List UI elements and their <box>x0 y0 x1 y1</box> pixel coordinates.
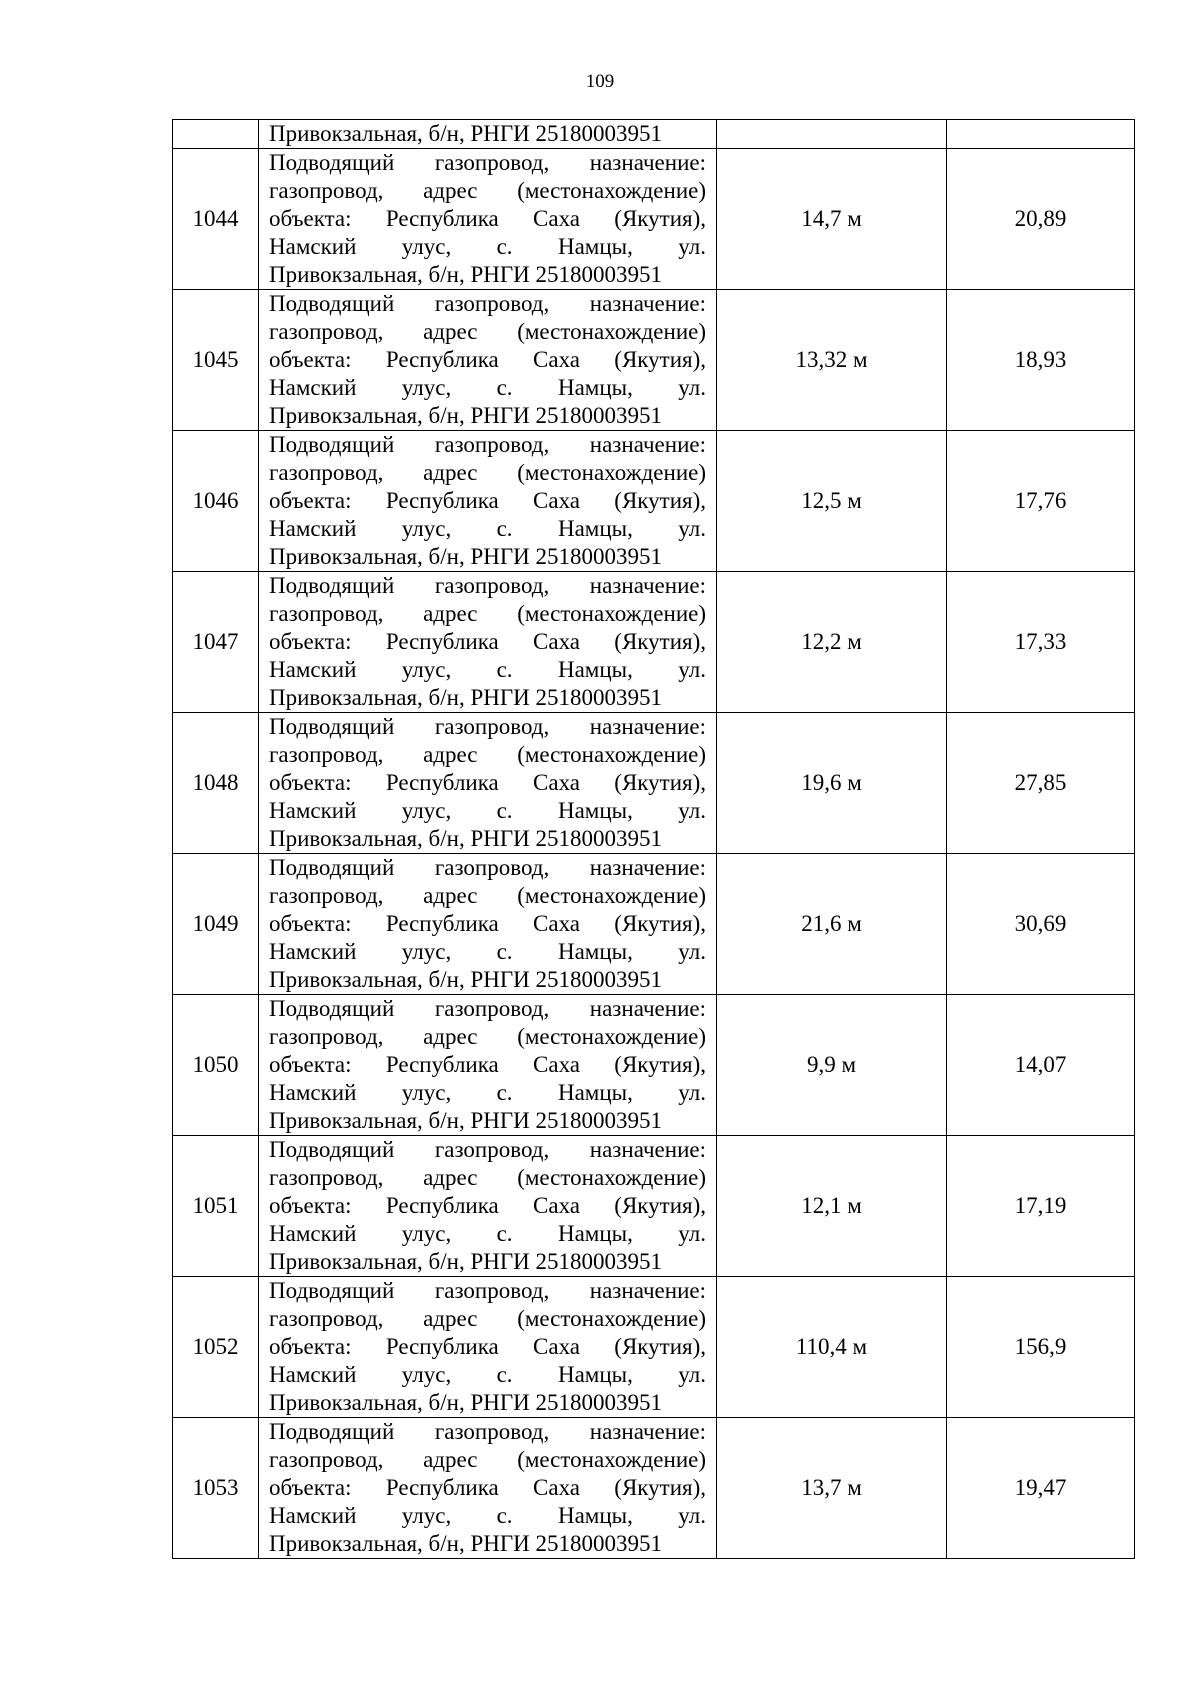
description-word: (местонахождение) <box>517 1447 706 1472</box>
description-line <box>269 882 706 910</box>
description-line <box>269 346 706 374</box>
cell-description <box>259 713 717 854</box>
description-line <box>269 797 706 825</box>
description-word: Привокзальная, б/н, РНГИ 25180003951 <box>269 685 663 710</box>
description-word: с. <box>496 939 513 964</box>
description-word: адрес <box>423 1165 478 1190</box>
description-word: адрес <box>423 601 478 626</box>
cell-description <box>259 854 717 995</box>
description-word: адрес <box>423 1306 478 1331</box>
cell-description <box>259 572 717 713</box>
description-line <box>269 1474 706 1502</box>
table-row <box>173 149 1135 290</box>
description-line <box>269 177 706 205</box>
description-word: Подводящий <box>269 573 395 598</box>
description-line <box>269 1164 706 1192</box>
description-word: объекта: <box>269 1334 352 1359</box>
description-word: газопровод, <box>269 742 384 767</box>
description-word: объекта: <box>269 629 352 654</box>
description-word: Привокзальная, б/н, РНГИ 25180003951 <box>269 1531 663 1556</box>
description-word: объекта: <box>269 1193 352 1218</box>
description-word: (местонахождение) <box>517 742 706 767</box>
description-word: Подводящий <box>269 855 395 880</box>
description-word: Саха <box>533 488 581 513</box>
cell-length: 21,6 м <box>717 854 947 995</box>
description-word: объекта: <box>269 770 352 795</box>
description-line <box>269 431 706 459</box>
cell-value: 14,07 <box>947 995 1135 1136</box>
description-word: с. <box>496 234 513 259</box>
description-word: газопровод, <box>434 1419 550 1444</box>
description-word: Намский <box>269 939 357 964</box>
cell-number <box>173 120 259 149</box>
description-word: ул. <box>678 1221 706 1246</box>
description-line <box>269 205 706 233</box>
description-word: Республика <box>385 1052 499 1077</box>
description-word: газопровод, <box>269 1306 384 1331</box>
description-line <box>269 684 706 712</box>
cell-value: 30,69 <box>947 854 1135 995</box>
description-word: Намский <box>269 1080 357 1105</box>
cell-description <box>259 431 717 572</box>
cell-value <box>947 120 1135 149</box>
description-line <box>269 149 706 177</box>
description-word: газопровод, <box>269 883 384 908</box>
description-line <box>269 966 706 994</box>
table-row <box>173 1136 1135 1277</box>
description-word: (местонахождение) <box>517 883 706 908</box>
description-word: газопровод, <box>269 178 384 203</box>
description-line <box>269 1192 706 1220</box>
cell-number: 1047 <box>173 572 259 713</box>
description-word: адрес <box>423 742 478 767</box>
cell-description <box>259 290 717 431</box>
registry-table <box>172 119 1135 1559</box>
cell-value: 19,47 <box>947 1418 1135 1559</box>
description-word: с. <box>496 798 513 823</box>
description-word: Республика <box>385 629 499 654</box>
description-word: Республика <box>385 1334 499 1359</box>
table-row <box>173 572 1135 713</box>
cell-number: 1050 <box>173 995 259 1136</box>
cell-description <box>259 995 717 1136</box>
description-line <box>269 1051 706 1079</box>
description-word: улус, <box>401 1362 452 1387</box>
description-line <box>269 938 706 966</box>
description-word: Подводящий <box>269 150 395 175</box>
description-word: газопровод, <box>434 150 550 175</box>
description-word: ул. <box>678 1503 706 1528</box>
description-word: Привокзальная, б/н, РНГИ 25180003951 <box>269 1108 663 1133</box>
description-word: газопровод, <box>269 1024 384 1049</box>
description-word: (Якутия), <box>614 1193 706 1218</box>
description-line <box>269 402 706 430</box>
description-word: Саха <box>533 770 581 795</box>
description-word: улус, <box>401 516 452 541</box>
cell-number: 1051 <box>173 1136 259 1277</box>
cell-value: 18,93 <box>947 290 1135 431</box>
description-word: газопровод, <box>434 573 550 598</box>
description-word: адрес <box>423 883 478 908</box>
description-word: (Якутия), <box>614 206 706 231</box>
description-word: Республика <box>385 1193 499 1218</box>
description-word: с. <box>496 375 513 400</box>
description-word: Намский <box>269 234 357 259</box>
description-word: назначение: <box>589 432 706 457</box>
description-word: Республика <box>385 488 499 513</box>
description-line <box>269 600 706 628</box>
description-word: Привокзальная, б/н, РНГИ 25180003951 <box>269 967 663 992</box>
description-word: Привокзальная, б/н, РНГИ 25180003951 <box>269 262 663 287</box>
table-row <box>173 713 1135 854</box>
description-word: (Якутия), <box>614 1475 706 1500</box>
description-word: улус, <box>401 1221 452 1246</box>
description-word: ул. <box>678 234 706 259</box>
description-line <box>269 1361 706 1389</box>
description-word: Привокзальная, б/н, РНГИ 25180003951 <box>269 826 663 851</box>
description-word: назначение: <box>589 291 706 316</box>
page-number: 109 <box>585 71 615 92</box>
cell-length: 13,32 м <box>717 290 947 431</box>
description-word: Привокзальная, б/н, РНГИ 25180003951 <box>269 1249 663 1274</box>
description-line <box>269 1220 706 1248</box>
cell-length: 12,1 м <box>717 1136 947 1277</box>
description-line <box>269 1418 706 1446</box>
description-word: Намцы, <box>557 516 633 541</box>
description-word: Саха <box>533 629 581 654</box>
description-line <box>269 656 706 684</box>
description-word: Намцы, <box>557 657 633 682</box>
description-line <box>269 487 706 515</box>
description-word: Республика <box>385 347 499 372</box>
description-word: назначение: <box>589 855 706 880</box>
description-line <box>269 261 706 289</box>
description-word: с. <box>496 1503 513 1528</box>
description-word: Намцы, <box>557 1080 633 1105</box>
description-word: Саха <box>533 206 581 231</box>
description-word: Подводящий <box>269 996 395 1021</box>
cell-length: 12,5 м <box>717 431 947 572</box>
description-word: ул. <box>678 798 706 823</box>
description-word: назначение: <box>589 1278 706 1303</box>
description-word: газопровод, <box>434 855 550 880</box>
description-line <box>269 1530 706 1558</box>
description-line <box>269 374 706 402</box>
description-word: улус, <box>401 1080 452 1105</box>
description-word: газопровод, <box>434 432 550 457</box>
description-line <box>269 910 706 938</box>
description-word: назначение: <box>589 573 706 598</box>
registry-table-body <box>173 120 1135 1559</box>
description-word: (местонахождение) <box>517 319 706 344</box>
description-word: Намский <box>269 1362 357 1387</box>
description-word: газопровод, <box>269 601 384 626</box>
description-word: Подводящий <box>269 291 395 316</box>
description-word: газопровод, <box>269 1447 384 1472</box>
description-line <box>269 769 706 797</box>
description-word: улус, <box>401 798 452 823</box>
description-word: Намцы, <box>557 1503 633 1528</box>
description-word: газопровод, <box>269 460 384 485</box>
description-word: с. <box>496 657 513 682</box>
description-line <box>269 1136 706 1164</box>
description-word: (Якутия), <box>614 629 706 654</box>
description-word: адрес <box>423 1447 478 1472</box>
description-line <box>269 1023 706 1051</box>
description-line <box>269 1248 706 1276</box>
description-word: Намский <box>269 1221 357 1246</box>
description-line <box>269 628 706 656</box>
description-line <box>269 459 706 487</box>
description-word: Саха <box>533 1334 581 1359</box>
cell-value: 20,89 <box>947 149 1135 290</box>
description-word: ул. <box>678 1080 706 1105</box>
description-word: Намцы, <box>557 798 633 823</box>
description-line <box>269 543 706 571</box>
description-word: ул. <box>678 516 706 541</box>
description-word: (Якутия), <box>614 1334 706 1359</box>
cell-description <box>259 120 717 149</box>
description-word: (местонахождение) <box>517 601 706 626</box>
description-line <box>269 1079 706 1107</box>
cell-length: 12,2 м <box>717 572 947 713</box>
table-row <box>173 431 1135 572</box>
description-word: ул. <box>678 375 706 400</box>
description-word: Саха <box>533 911 581 936</box>
table-row <box>173 854 1135 995</box>
description-word: с. <box>496 1080 513 1105</box>
description-word: (местонахождение) <box>517 1165 706 1190</box>
description-word: Намцы, <box>557 939 633 964</box>
description-word: (местонахождение) <box>517 1024 706 1049</box>
description-word: с. <box>496 516 513 541</box>
description-word: улус, <box>401 939 452 964</box>
description-word: Подводящий <box>269 1278 395 1303</box>
cell-number: 1044 <box>173 149 259 290</box>
cell-value: 17,33 <box>947 572 1135 713</box>
description-word: улус, <box>401 234 452 259</box>
description-word: улус, <box>401 1503 452 1528</box>
description-word: Привокзальная, б/н, РНГИ 25180003951 <box>269 1390 663 1415</box>
description-word: Намский <box>269 657 357 682</box>
description-word: объекта: <box>269 1052 352 1077</box>
cell-number: 1046 <box>173 431 259 572</box>
cell-length: 19,6 м <box>717 713 947 854</box>
description-line <box>269 290 706 318</box>
cell-number: 1049 <box>173 854 259 995</box>
description-word: газопровод, <box>434 996 550 1021</box>
description-word: Привокзальная, б/н, РНГИ 25180003951 <box>269 403 663 428</box>
description-word: адрес <box>423 319 478 344</box>
description-word: с. <box>496 1221 513 1246</box>
description-line <box>269 854 706 882</box>
description-line <box>269 318 706 346</box>
description-word: Саха <box>533 1193 581 1218</box>
description-word: улус, <box>401 375 452 400</box>
description-word: объекта: <box>269 347 352 372</box>
description-word: Намский <box>269 1503 357 1528</box>
description-line <box>269 825 706 853</box>
description-word: объекта: <box>269 911 352 936</box>
cell-length: 13,7 м <box>717 1418 947 1559</box>
description-word: (Якутия), <box>614 347 706 372</box>
description-line <box>269 233 706 261</box>
description-line <box>269 1277 706 1305</box>
description-word: (местонахождение) <box>517 460 706 485</box>
description-word: улус, <box>401 657 452 682</box>
description-word: (местонахождение) <box>517 178 706 203</box>
cell-description <box>259 1277 717 1418</box>
description-word: газопровод, <box>269 319 384 344</box>
description-word: адрес <box>423 178 478 203</box>
table-row-continuation <box>173 120 1135 149</box>
cell-number: 1052 <box>173 1277 259 1418</box>
description-word: Республика <box>385 911 499 936</box>
description-word: Саха <box>533 347 581 372</box>
cell-value: 17,76 <box>947 431 1135 572</box>
description-word: газопровод, <box>434 1278 550 1303</box>
cell-description <box>259 1418 717 1559</box>
description-word: назначение: <box>589 996 706 1021</box>
description-word: (Якутия), <box>614 1052 706 1077</box>
description-word: назначение: <box>589 1419 706 1444</box>
description-word: Намцы, <box>557 1362 633 1387</box>
description-word: объекта: <box>269 206 352 231</box>
description-line <box>269 713 706 741</box>
description-word: (Якутия), <box>614 770 706 795</box>
cell-number: 1048 <box>173 713 259 854</box>
description-word: Республика <box>385 1475 499 1500</box>
description-line <box>269 1389 706 1417</box>
description-word: назначение: <box>589 1137 706 1162</box>
description-word: газопровод, <box>269 1165 384 1190</box>
description-line <box>269 995 706 1023</box>
cell-description <box>259 1136 717 1277</box>
description-line <box>269 1502 706 1530</box>
cell-description <box>259 149 717 290</box>
description-word: (Якутия), <box>614 488 706 513</box>
description-line <box>269 741 706 769</box>
description-line <box>269 120 706 148</box>
cell-number: 1053 <box>173 1418 259 1559</box>
table-row <box>173 995 1135 1136</box>
description-word: газопровод, <box>434 291 550 316</box>
cell-value: 27,85 <box>947 713 1135 854</box>
description-word: адрес <box>423 1024 478 1049</box>
description-word: Намский <box>269 516 357 541</box>
description-word: объекта: <box>269 488 352 513</box>
description-line <box>269 1107 706 1135</box>
cell-length: 14,7 м <box>717 149 947 290</box>
description-word: ул. <box>678 657 706 682</box>
description-word: Намцы, <box>557 1221 633 1246</box>
description-line <box>269 572 706 600</box>
description-word: Намцы, <box>557 234 633 259</box>
description-word: Республика <box>385 770 499 795</box>
cell-length <box>717 120 947 149</box>
cell-value: 17,19 <box>947 1136 1135 1277</box>
description-word: Подводящий <box>269 1137 395 1162</box>
description-line <box>269 1446 706 1474</box>
description-word: с. <box>496 1362 513 1387</box>
table-row <box>173 1277 1135 1418</box>
description-word: Подводящий <box>269 432 395 457</box>
description-word: (местонахождение) <box>517 1306 706 1331</box>
cell-length: 9,9 м <box>717 995 947 1136</box>
description-word: Намцы, <box>557 375 633 400</box>
description-word: Саха <box>533 1052 581 1077</box>
description-word: Подводящий <box>269 714 395 739</box>
cell-number: 1045 <box>173 290 259 431</box>
description-word: (Якутия), <box>614 911 706 936</box>
description-line <box>269 1305 706 1333</box>
description-word: объекта: <box>269 1475 352 1500</box>
description-word: Подводящий <box>269 1419 395 1444</box>
description-word: Саха <box>533 1475 581 1500</box>
description-word: адрес <box>423 460 478 485</box>
description-line <box>269 515 706 543</box>
description-word: Привокзальная, б/н, РНГИ 25180003951 <box>269 544 663 569</box>
description-word: Республика <box>385 206 499 231</box>
description-line <box>269 1333 706 1361</box>
description-word: назначение: <box>589 714 706 739</box>
description-word: Намский <box>269 375 357 400</box>
cell-value: 156,9 <box>947 1277 1135 1418</box>
cell-length: 110,4 м <box>717 1277 947 1418</box>
description-word: назначение: <box>589 150 706 175</box>
description-word: Намский <box>269 798 357 823</box>
description-word: ул. <box>678 1362 706 1387</box>
description-word: газопровод, <box>434 714 550 739</box>
description-word: ул. <box>678 939 706 964</box>
table-row <box>173 1418 1135 1559</box>
table-row <box>173 290 1135 431</box>
description-word: газопровод, <box>434 1137 550 1162</box>
description-text: Привокзальная, б/н, РНГИ 25180003951 <box>269 121 663 146</box>
